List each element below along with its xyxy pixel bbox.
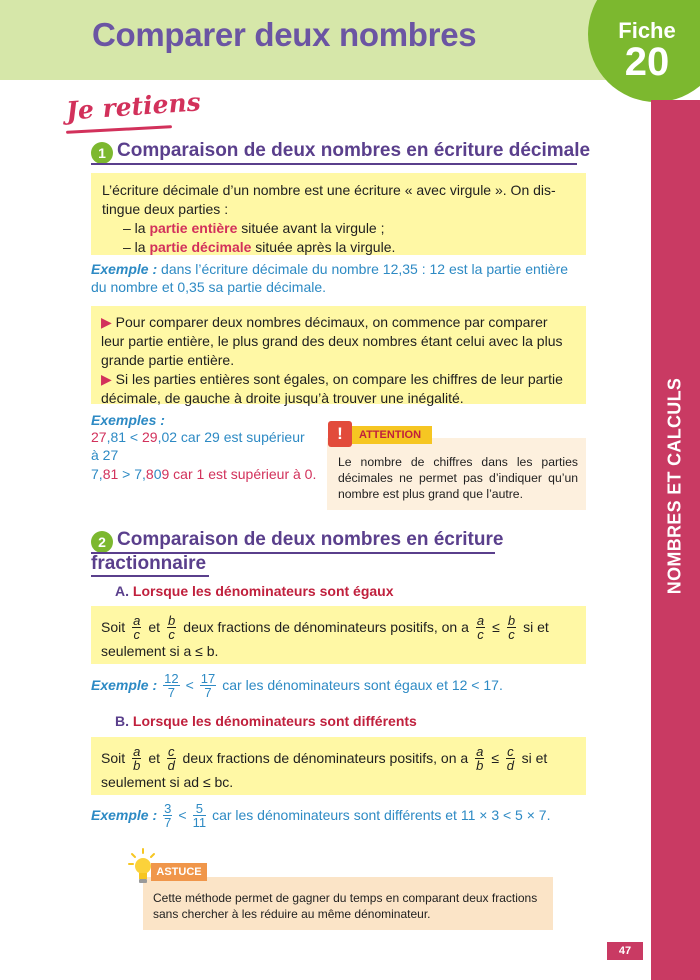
fraction-12-7: [163, 672, 179, 699]
definition-item-entiere: [102, 219, 576, 238]
example-text: ,02 car 29 est supérieur: [157, 429, 305, 445]
fraction-3-7: [163, 802, 172, 829]
rule-b-box: [91, 737, 586, 795]
je-retiens-heading: Je retiens: [65, 87, 202, 126]
example-text: car les dénominateurs sont différents et 11 × 3 < 5 × 7.: [212, 807, 551, 823]
example-text: ,81 <: [106, 429, 142, 445]
example-text: 7,: [91, 466, 103, 482]
decimal-digit: 8: [145, 466, 154, 482]
denominator: c: [508, 626, 515, 642]
fraction-5-11: [193, 802, 207, 829]
page-title: Comparer deux nombres: [92, 16, 477, 53]
rule-text: si et: [523, 618, 549, 635]
fiche-number: 20: [624, 40, 670, 84]
decimal-digits: 81: [102, 466, 119, 482]
subsection-letter: A.: [115, 583, 129, 599]
definition-line-1: L’écriture décimale d’un nombre est une écriture « avec virgule ». On dis-: [102, 182, 556, 198]
fraction-b-c: [167, 614, 176, 641]
less-than-symbol: <: [178, 807, 187, 823]
triangle-bullet-icon: ▶: [101, 314, 112, 330]
example-2-line-2: à 27: [91, 447, 119, 463]
fraction-a-b: [475, 745, 484, 772]
denominator: 7: [204, 684, 212, 700]
method-line-1: [101, 313, 576, 332]
fiche-label: Fiche: [618, 18, 676, 43]
method-line-5: décimale, de gauche à droite jusqu’à trouver une inégalité.: [101, 390, 464, 406]
section-2-title-line-2: fractionnaire: [91, 553, 207, 574]
example-2-line-1: [91, 428, 305, 446]
partie-entiere-highlight: partie entière: [149, 220, 238, 236]
rule-text: et: [148, 749, 161, 766]
rule-text: Soit: [101, 618, 126, 635]
section-1-number: 1: [91, 142, 113, 164]
example-1-line-1: [91, 260, 568, 278]
rule-a-line-1: [101, 614, 576, 640]
definition-line-2: tingue deux parties :: [102, 201, 229, 217]
rule-text: si et: [521, 749, 548, 766]
section-1-underline: [91, 163, 577, 165]
fraction-17-7: [200, 672, 216, 699]
method-line-4: [101, 370, 576, 389]
method-text: Pour comparer deux nombres décimaux, on commence par comparer: [115, 314, 548, 330]
denominator: d: [167, 757, 175, 773]
less-than-symbol: <: [185, 677, 194, 693]
subsection-b-heading: [115, 713, 417, 729]
subsection-letter: B.: [115, 713, 129, 729]
triangle-bullet-icon: ▶: [101, 371, 112, 387]
section-2-number: 2: [91, 531, 113, 553]
warning-icon: !: [328, 421, 352, 447]
subsection-title: Lorsque les dénominateurs sont différents: [132, 713, 417, 729]
example-label: Exemple :: [91, 261, 158, 277]
rule-b-line-1: [101, 745, 576, 771]
item-prefix: – la: [123, 239, 150, 255]
denominator: c: [477, 626, 484, 642]
example-text: 9 car 1 est supérieur à 0.: [161, 466, 317, 482]
rule-a-line-2: seulement si a ≤ b.: [101, 643, 219, 659]
relation-symbol: ≤: [491, 749, 500, 766]
example-text: 0: [153, 466, 162, 482]
item-suffix: située avant la virgule ;: [237, 220, 385, 236]
item-suffix: située après la virgule.: [251, 239, 396, 255]
denominator: c: [168, 626, 175, 642]
subsection-a-heading: [115, 583, 394, 599]
attention-tag: ATTENTION: [348, 426, 432, 444]
example-label: Exemple :: [91, 807, 158, 823]
denominator: b: [476, 757, 484, 773]
numerator: 12: [164, 670, 179, 686]
section-2-title-line-1: Comparaison de deux nombres en écriture: [117, 529, 504, 550]
examples-label: [91, 411, 165, 429]
numerator: 5: [193, 802, 207, 816]
example-text: > 7,: [118, 466, 146, 482]
partie-decimale-highlight: partie décimale: [149, 239, 252, 255]
subsection-title: Lorsque les dénominateurs sont égaux: [132, 583, 394, 599]
method-text: Si les parties entières sont égales, on compare les chiffres de leur partie: [115, 371, 563, 387]
denominator: 7: [164, 814, 172, 830]
numerator: 3: [164, 800, 172, 816]
fraction-a-c: [132, 614, 141, 641]
example-1-line-2: du nombre et 0,35 sa partie décimale.: [91, 279, 327, 295]
denominator: c: [133, 626, 140, 642]
item-prefix: – la: [123, 220, 150, 236]
fraction-b-c: [507, 614, 516, 641]
rule-text: deux fractions de dénominateurs positifs, on a: [182, 749, 469, 766]
numerator: a: [133, 743, 141, 759]
fraction-c-d: [506, 745, 515, 772]
denominator: b: [133, 757, 141, 773]
numerator: c: [507, 743, 514, 759]
numerator: a: [476, 612, 485, 628]
example-3: [91, 465, 316, 483]
rule-text: et: [148, 618, 161, 635]
method-line-3: grande partie entière.: [101, 352, 235, 368]
fraction-a-c: [476, 614, 485, 641]
example-a: [91, 670, 503, 700]
numerator: b: [507, 612, 516, 628]
example-text: car les dénominateurs sont égaux et 12 < 17.: [222, 677, 503, 693]
numerator: a: [133, 612, 141, 628]
numerator: a: [476, 743, 484, 759]
rule-text: deux fractions de dénominateurs positifs, on a: [183, 618, 469, 635]
example-label: Exemples :: [91, 412, 165, 428]
denominator: 7: [167, 684, 175, 700]
numerator: c: [168, 743, 175, 759]
example-b: [91, 800, 550, 830]
numerator: 17: [200, 670, 216, 686]
rule-text: Soit: [101, 749, 126, 766]
rule-a-box: [91, 606, 586, 664]
rule-b-line-2: seulement si ad ≤ bc.: [101, 774, 234, 790]
astuce-tag: ASTUCE: [151, 863, 207, 881]
relation-symbol: ≤: [492, 618, 500, 635]
integer-part: 27: [91, 429, 107, 445]
method-line-2: leur partie entière, le plus grand des deux nombres étant celui avec la plus: [101, 333, 563, 349]
je-retiens-underline: [66, 125, 172, 134]
definition-box: [91, 173, 586, 255]
example-text: dans l’écriture décimale du nombre 12,35 : 12 est la partie entière: [157, 261, 569, 277]
denominator: d: [506, 757, 514, 773]
attention-text: Le nombre de chiffres dans les parties décimales ne permet pas d’indiquer qu’un nombre est plus grand que l’autre.: [338, 455, 578, 501]
section-1-title: Comparaison de deux nombres en écriture décimale: [117, 140, 591, 161]
fraction-a-b: [132, 745, 141, 772]
page-number: 47: [607, 942, 643, 960]
example-label: Exemple :: [91, 677, 158, 693]
denominator: 11: [192, 814, 207, 830]
astuce-text: Cette méthode permet de gagner du temps en comparant deux fractions sans chercher à les réduire au même dénominateur.: [153, 891, 538, 921]
integer-part: 29: [142, 429, 158, 445]
section-2-underline-2: [91, 575, 209, 577]
method-box: [91, 306, 586, 404]
numerator: b: [168, 612, 176, 628]
definition-item-decimale: [102, 238, 576, 257]
fraction-c-d: [167, 745, 176, 772]
chapter-label: NOMBRES ET CALCULS: [664, 377, 685, 595]
